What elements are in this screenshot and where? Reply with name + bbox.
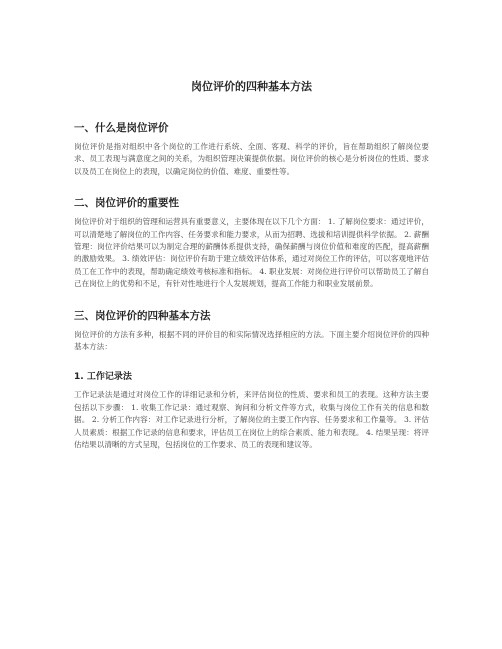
section-four-methods [74, 309, 429, 354]
subsection-heading: 1. 工作记录法 [74, 372, 132, 383]
section-heading: 二、岗位评价的重要性 [74, 197, 179, 210]
document-title: 岗位评价的四种基本方法 [191, 80, 312, 93]
section-importance [74, 196, 429, 290]
subsection-work-record [74, 371, 429, 451]
section-what-is [74, 121, 429, 178]
subsection-paragraph: 工作记录法是通过对岗位工作的详细记录和分析，来评估岗位的性质、要求和员工的表现。这种方法主要包括以下步骤： 1. 收集工作记录：通过观察、询问和分析文件等方式，收集与岗位工作有关的信息和数据。 2. 分析工作内容：对工作记录进行分析，了解岗位的主要工作内容、任务要求和工作量等。 3. 评估人员素质：根据工作记录的信息和要求，评估员工在岗位上的综合素质、能力和表现。 4. 结果呈现：将评估结果以清晰的方式呈现，包括岗位的工作要求、员工的表现和建议等。 [74, 390, 429, 450]
section-heading: 三、岗位评价的四种基本方法 [74, 309, 211, 322]
section-paragraph: 岗位评价对于组织的管理和运营具有重要意义，主要体现在以下几个方面： 1. 了解岗位要求：通过评价，可以清楚地了解岗位的工作内容、任务要求和能力要求，从而为招聘、选拔和培训提供科学依据。 2. 薪酬管理：岗位评价结果可以为制定合理的薪酬体系提供支持，确保薪酬与岗位价值和难度的匹配，提高薪酬的激励效果。 3. 绩效评估：岗位评价有助于建立绩效评估体系，通过对岗位工作的评估，可以客观地评估员工在工作中的表现，帮助确定绩效考核标准和指标。 4. 职业发展：对岗位进行评价可以帮助员工了解自己在岗位上的优势和不足，有针对性地进行个人发展规划，提高工作能力和职业发展前景。 [74, 217, 429, 289]
section-paragraph: 岗位评价是指对组织中各个岗位的工作进行系统、全面、客观、科学的评价，旨在帮助组织了解岗位要求、员工表现与满意度之间的关系，为组织管理决策提供依据。岗位评价的核心是分析岗位的性质、要求以及员工在岗位上的表现，以确定岗位的价值、难度、重要性等。 [74, 142, 429, 176]
section-heading: 一、什么是岗位评价 [74, 122, 169, 134]
section-paragraph: 岗位评价的方法有多种，根据不同的评价目的和实际情况选择相应的方法。下面主要介绍岗位评价的四种基本方法： [74, 329, 429, 352]
